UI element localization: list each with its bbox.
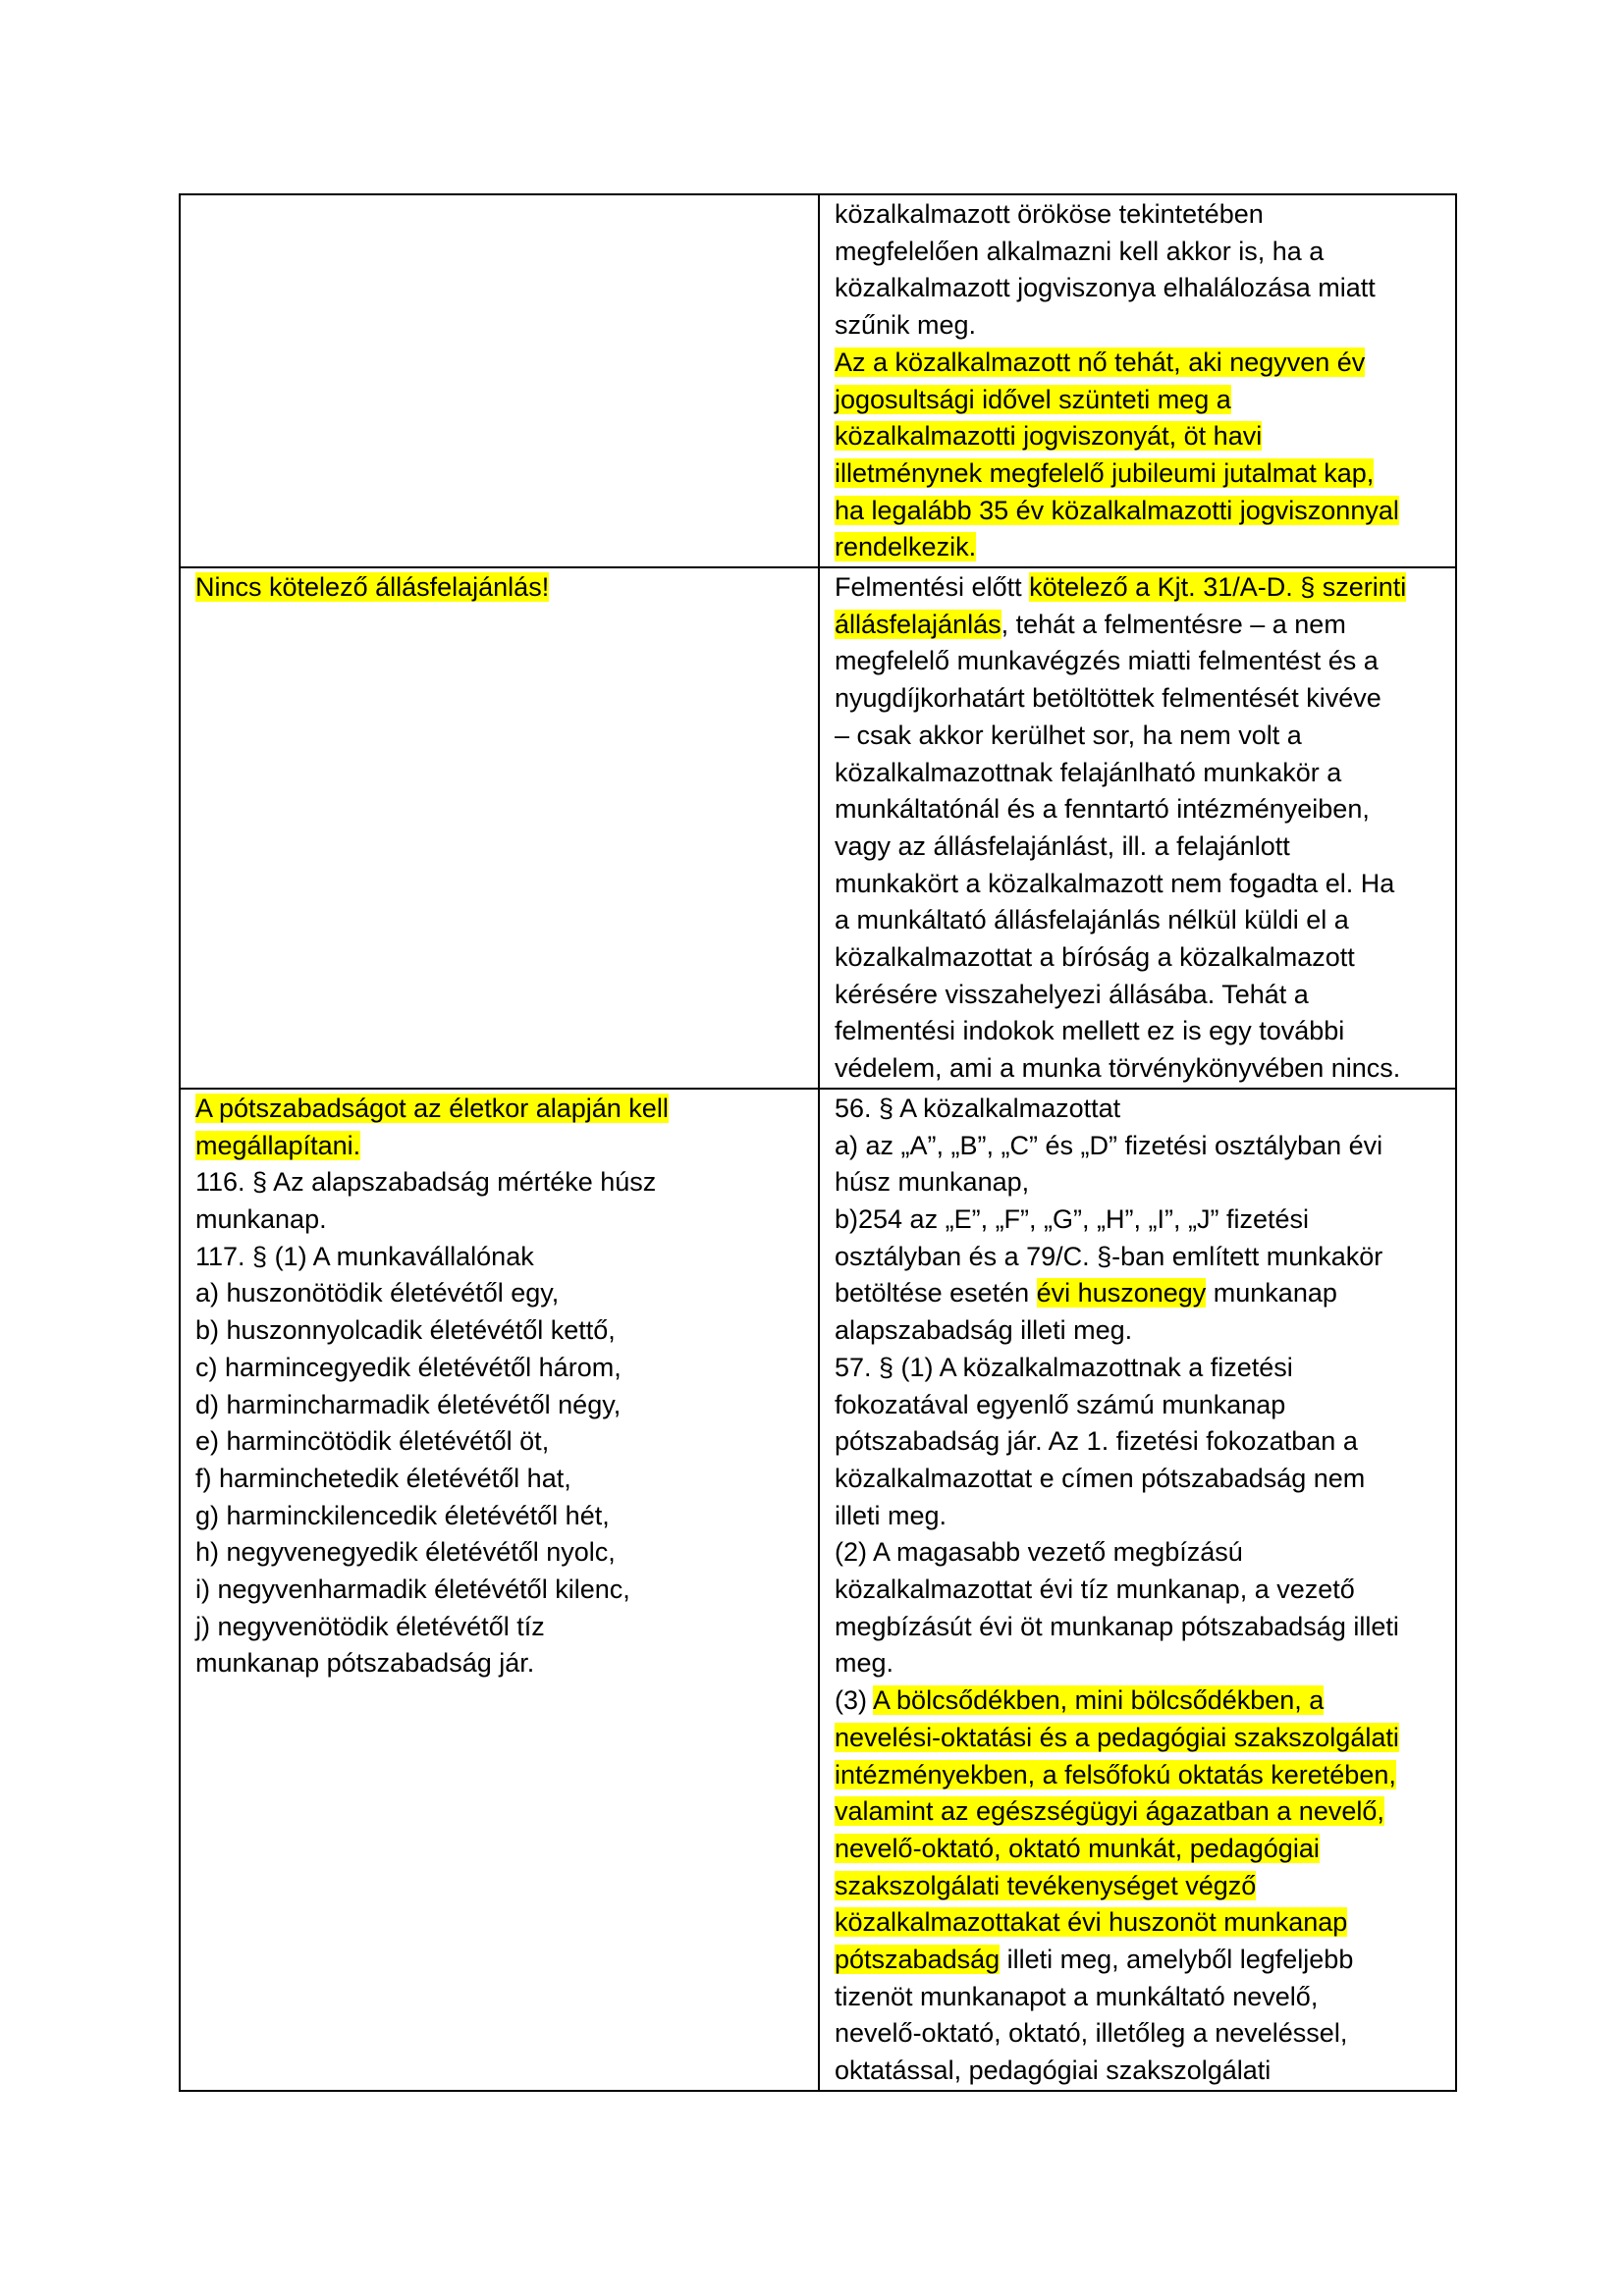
left-cell [180,567,819,1089]
text-segment: közalkalmazottat évi tíz munkanap, a vezető [835,1575,1355,1605]
text-line [835,1904,1445,1942]
text-line [835,1831,1445,1868]
text-line [835,680,1445,718]
text-segment: (3) [835,1685,874,1716]
text-line [835,418,1445,455]
text-line [195,1128,808,1165]
text-line [835,270,1445,307]
text-segment: a munkáltató állásfelajánlás nélkül küldi el a [835,905,1349,935]
highlighted-text: A bölcsődékben, mini bölcsődékben, a [873,1685,1325,1716]
text-segment: b) huszonnyolcadik életévétől kettő, [195,1315,616,1346]
text-line [835,345,1445,382]
text-line [195,1275,808,1312]
text-line [835,493,1445,530]
text-line [835,1201,1445,1239]
highlighted-text: megállapítani. [195,1130,361,1160]
text-segment: betöltése esetén [835,1278,1037,1308]
text-segment: védelem, ami a munka törvénykönyvében nincs. [835,1053,1401,1084]
text-line [835,902,1445,939]
text-line [195,1534,808,1572]
text-line [835,1534,1445,1572]
text-line [835,1091,1445,1128]
text-line [835,2015,1445,2053]
highlighted-text: ha legalább 35 év közalkalmazotti jogviszonnyal [835,495,1399,525]
text-segment: munkanap pótszabadság jár. [195,1648,535,1679]
text-line [195,1572,808,1609]
text-line [195,1091,808,1128]
text-line [835,977,1445,1014]
text-segment: vagy az állásfelajánlást, ill. a felajánlott [835,830,1290,861]
text-line [835,1423,1445,1461]
highlighted-text: illetménynek megfelelő jubileumi jutalmat kap, [835,457,1375,488]
text-line [195,1312,808,1350]
text-segment: oktatással, pedagógiai szakszolgálati [835,2056,1272,2086]
highlighted-text: évi huszonegy [1036,1278,1207,1308]
text-segment: Felmentési előtt [835,572,1030,603]
text-segment: meg. [835,1648,894,1679]
text-segment: illeti meg, amelyből legfeljebb [1000,1945,1354,1975]
text-segment: (2) A magasabb vezető megbízású [835,1537,1243,1568]
text-segment: – csak akkor kerülhet sor, ha nem volt a [835,720,1302,750]
left-cell [180,194,819,567]
text-segment: illeti meg. [835,1500,947,1530]
left-cell [180,1089,819,2091]
text-segment: húsz munkanap, [835,1167,1030,1198]
text-line [195,1609,808,1646]
text-line [835,1645,1445,1682]
highlighted-text: Az a közalkalmazott nő tehát, aki negyven év [835,347,1366,377]
text-segment: fokozatával egyenlő számú munkanap [835,1389,1286,1419]
text-segment: h) negyvenegyedik életévétől nyolc, [195,1537,616,1568]
text-segment: a) huszonötödik életévétől egy, [195,1278,560,1308]
text-segment: a) az „A”, „B”, „C” és „D” fizetési osztályban évi [835,1130,1383,1160]
text-segment: e) harmincötödik életévétől öt, [195,1426,550,1457]
text-segment: felmentési indokok mellett ez is egy további [835,1016,1345,1046]
right-cell [819,567,1456,1089]
text-segment: munkanap [1206,1278,1337,1308]
text-line [835,1793,1445,1831]
text-segment: kérésére visszahelyezi állásába. Tehát a [835,979,1309,1009]
text-line [835,1164,1445,1201]
text-segment: közalkalmazottat a bíróság a közalkalmazott [835,942,1355,973]
text-segment: 116. § Az alapszabadság mértéke húsz [195,1167,657,1198]
text-line [835,791,1445,828]
text-line [195,1461,808,1498]
text-segment: , tehát a felmentésre – a nem [1001,609,1346,639]
text-line [835,196,1445,234]
highlighted-text: pótszabadság [835,1945,1001,1975]
text-line [835,1609,1445,1646]
text-segment: közalkalmazottat e címen pótszabadság nem [835,1463,1366,1493]
highlighted-text: A pótszabadságot az életkor alapján kell [195,1093,669,1123]
text-line [835,234,1445,271]
highlighted-text: intézményekben, a felsőfokú oktatás keretében, [835,1759,1396,1789]
text-segment: megbízásút évi öt munkanap pótszabadság illeti [835,1611,1399,1641]
text-segment: munkanap. [195,1203,327,1234]
text-line [195,1350,808,1387]
text-line [195,1423,808,1461]
text-line [835,1868,1445,1905]
comparison-table-body [180,194,1456,2091]
text-segment: f) harminchetedik életévétől hat, [195,1463,571,1493]
text-segment: 57. § (1) A közalkalmazottnak a fizetési [835,1352,1293,1382]
text-segment: közalkalmazott örököse tekintetében [835,199,1264,229]
text-line [835,1757,1445,1794]
text-line [835,1350,1445,1387]
text-line [835,2053,1445,2090]
highlighted-text: közalkalmazotti jogviszonyát, öt havi [835,421,1263,452]
text-line [835,1050,1445,1088]
text-segment: tizenöt munkanapot a munkáltató nevelő, [835,1981,1319,2011]
text-segment: megfelelően alkalmazni kell akkor is, ha a [835,236,1325,266]
text-line [835,718,1445,755]
text-segment: g) harminckilencedik életévétől hét, [195,1500,610,1530]
text-segment: nevelő-oktató, oktató, illetőleg a neveléssel, [835,2018,1348,2049]
text-line [835,1128,1445,1165]
text-line [835,1942,1445,1979]
text-segment: 117. § (1) A munkavállalónak [195,1241,534,1271]
highlighted-text: rendelkezik. [835,532,977,562]
text-line [195,1164,808,1201]
table-row [180,567,1456,1089]
text-line [835,939,1445,977]
highlighted-text: állásfelajánlás [835,609,1001,639]
text-line [835,866,1445,903]
text-segment: 56. § A közalkalmazottat [835,1093,1121,1123]
highlighted-text: Nincs kötelező állásfelajánlás! [195,572,550,603]
right-cell [819,1089,1456,2091]
highlighted-text: nevelési-oktatási és a pedagógiai szakszolgálati [835,1722,1399,1752]
text-segment: megfelelő munkavégzés miatti felmentést és a [835,646,1379,676]
text-line [835,1387,1445,1424]
text-segment: d) harmincharmadik életévétől négy, [195,1389,622,1419]
text-line [835,1979,1445,2016]
text-segment: alapszabadság illeti meg. [835,1315,1133,1346]
text-line [835,1720,1445,1757]
text-line [835,755,1445,792]
text-line [195,1387,808,1424]
text-segment: pótszabadság jár. Az 1. fizetési fokozatban a [835,1426,1358,1457]
text-segment: c) harmincegyedik életévétől három, [195,1352,622,1382]
comparison-table [179,193,1457,2092]
text-segment: munkáltatónál és a fenntartó intézményeiben, [835,794,1370,825]
text-segment: osztályban és a 79/C. §-ban említett munkakör [835,1241,1383,1271]
text-line [835,607,1445,644]
right-cell [819,194,1456,567]
highlighted-text: közalkalmazottakat évi huszonöt munkanap [835,1907,1348,1938]
text-line [835,828,1445,866]
text-segment: munkakört a közalkalmazott nem fogadta el. Ha [835,868,1395,898]
text-line [835,1275,1445,1312]
text-line [835,1013,1445,1050]
highlighted-text: kötelező a Kjt. 31/A-D. § szerinti [1029,572,1407,603]
text-line [195,1645,808,1682]
text-line [835,1572,1445,1609]
text-line [835,307,1445,345]
text-line [835,529,1445,566]
text-segment: szűnik meg. [835,310,977,341]
text-segment: b)254 az „E”, „F”, „G”, „H”, „I”, „J” fizetési [835,1203,1310,1234]
table-row [180,1089,1456,2091]
table-row [180,194,1456,567]
text-segment: j) negyvenötödik életévétől tíz [195,1611,545,1641]
text-line [835,1682,1445,1720]
text-line [835,382,1445,419]
text-segment: közalkalmazottnak felajánlható munkakör a [835,757,1342,787]
highlighted-text: nevelő-oktató, oktató munkát, pedagógiai [835,1833,1320,1863]
text-line [835,569,1445,607]
text-segment: i) negyvenharmadik életévétől kilenc, [195,1575,630,1605]
highlighted-text: jogosultsági idővel szünteti meg a [835,384,1231,414]
text-line [835,1498,1445,1535]
text-segment: közalkalmazott jogviszonya elhalálozása miatt [835,273,1376,303]
text-line [835,455,1445,493]
text-line [835,1239,1445,1276]
text-line [835,1312,1445,1350]
text-line [195,1201,808,1239]
text-line [835,1461,1445,1498]
text-line [835,643,1445,680]
highlighted-text: szakszolgálati tevékenységet végző [835,1870,1257,1900]
text-segment: nyugdíjkorhatárt betöltöttek felmentését kivéve [835,683,1381,714]
text-line [195,569,808,607]
highlighted-text: valamint az egészségügyi ágazatban a nevelő, [835,1796,1384,1827]
text-line [195,1239,808,1276]
text-line [195,1498,808,1535]
